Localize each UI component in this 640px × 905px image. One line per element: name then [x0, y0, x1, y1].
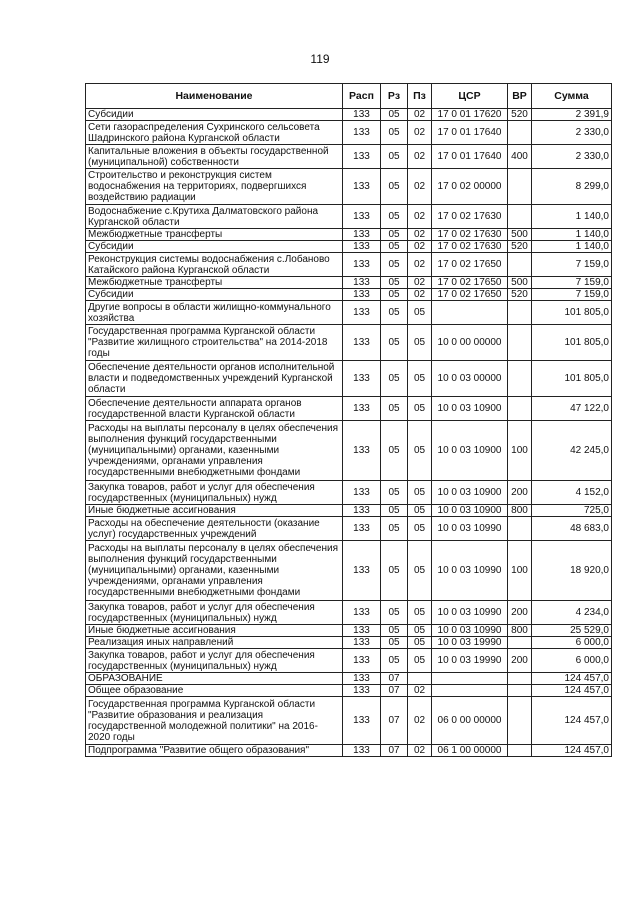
cell-name: Другие вопросы в области жилищно-коммунального хозяйства	[86, 301, 343, 325]
cell-rz: 05	[381, 205, 408, 229]
cell-vr: 800	[508, 505, 532, 517]
cell-rasp: 133	[343, 745, 381, 757]
cell-csr: 10 0 03 10990	[432, 541, 508, 601]
cell-pz: 05	[408, 361, 432, 397]
cell-pz: 02	[408, 121, 432, 145]
header-pz: Пз	[408, 84, 432, 109]
cell-csr: 10 0 03 10900	[432, 397, 508, 421]
cell-pz: 02	[408, 241, 432, 253]
cell-pz: 02	[408, 205, 432, 229]
cell-name: Иные бюджетные ассигнования	[86, 505, 343, 517]
table-row	[86, 517, 612, 541]
cell-vr	[508, 673, 532, 685]
cell-rz: 05	[381, 541, 408, 601]
cell-sum: 101 805,0	[532, 301, 612, 325]
table-row	[86, 277, 612, 289]
cell-rz: 05	[381, 121, 408, 145]
cell-rz: 07	[381, 673, 408, 685]
cell-sum: 7 159,0	[532, 277, 612, 289]
cell-csr: 17 0 01 17640	[432, 121, 508, 145]
cell-pz: 02	[408, 253, 432, 277]
header-rasp: Расп	[343, 84, 381, 109]
page-number: 119	[310, 52, 330, 66]
cell-rasp: 133	[343, 397, 381, 421]
cell-rasp: 133	[343, 637, 381, 649]
cell-sum: 6 000,0	[532, 649, 612, 673]
cell-rasp: 133	[343, 169, 381, 205]
cell-sum: 7 159,0	[532, 289, 612, 301]
cell-vr	[508, 637, 532, 649]
cell-name: Субсидии	[86, 109, 343, 121]
cell-rasp: 133	[343, 253, 381, 277]
cell-pz: 02	[408, 685, 432, 697]
cell-pz: 05	[408, 325, 432, 361]
table-row	[86, 685, 612, 697]
cell-vr	[508, 121, 532, 145]
cell-rz: 05	[381, 637, 408, 649]
cell-csr: 10 0 03 19990	[432, 637, 508, 649]
cell-csr: 17 0 02 17650	[432, 253, 508, 277]
cell-sum: 124 457,0	[532, 673, 612, 685]
cell-rasp: 133	[343, 145, 381, 169]
cell-rasp: 133	[343, 361, 381, 397]
cell-sum: 8 299,0	[532, 169, 612, 205]
cell-rz: 05	[381, 649, 408, 673]
cell-rz: 05	[381, 169, 408, 205]
cell-name: Сети газораспределения Сухринского сельсовета Шадринского района Курганской области	[86, 121, 343, 145]
cell-name: Реализация иных направлений	[86, 637, 343, 649]
cell-sum: 2 330,0	[532, 121, 612, 145]
cell-csr: 10 0 03 10900	[432, 505, 508, 517]
cell-name: Расходы на обеспечение деятельности (оказание услуг) государственных учреждений	[86, 517, 343, 541]
cell-rz: 05	[381, 301, 408, 325]
cell-rasp: 133	[343, 109, 381, 121]
table-row	[86, 121, 612, 145]
cell-rz: 05	[381, 145, 408, 169]
table-row	[86, 673, 612, 685]
table-row	[86, 481, 612, 505]
cell-rasp: 133	[343, 601, 381, 625]
cell-pz: 05	[408, 397, 432, 421]
cell-csr: 10 0 03 10900	[432, 481, 508, 505]
cell-name: Межбюджетные трансферты	[86, 229, 343, 241]
cell-csr: 06 0 00 00000	[432, 697, 508, 745]
cell-rasp: 133	[343, 325, 381, 361]
cell-name: Капитальные вложения в объекты государственной (муниципальной) собственности	[86, 145, 343, 169]
cell-sum: 124 457,0	[532, 685, 612, 697]
cell-pz: 05	[408, 541, 432, 601]
cell-vr	[508, 745, 532, 757]
table-row	[86, 109, 612, 121]
cell-vr: 100	[508, 541, 532, 601]
cell-vr	[508, 325, 532, 361]
cell-sum: 1 140,0	[532, 241, 612, 253]
cell-csr: 10 0 03 10990	[432, 601, 508, 625]
cell-rasp: 133	[343, 649, 381, 673]
cell-csr: 17 0 02 00000	[432, 169, 508, 205]
table-row	[86, 229, 612, 241]
table-row	[86, 601, 612, 625]
cell-name: Водоснабжение с.Крутиха Далматовского района Курганской области	[86, 205, 343, 229]
table-row	[86, 625, 612, 637]
cell-rz: 05	[381, 397, 408, 421]
cell-name: Закупка товаров, работ и услуг для обеспечения государственных (муниципальных) нужд	[86, 481, 343, 505]
table-row	[86, 397, 612, 421]
cell-rz: 07	[381, 745, 408, 757]
cell-name: Реконструкция системы водоснабжения с.Лобаново Катайского района Курганской области	[86, 253, 343, 277]
cell-name: Обеспечение деятельности органов исполнительной власти и подведомственных учреждений Курганской области	[86, 361, 343, 397]
cell-name: Закупка товаров, работ и услуг для обеспечения государственных (муниципальных) нужд	[86, 601, 343, 625]
cell-pz: 02	[408, 109, 432, 121]
cell-vr	[508, 397, 532, 421]
table-row	[86, 697, 612, 745]
table-row	[86, 745, 612, 757]
cell-vr: 520	[508, 241, 532, 253]
cell-rz: 07	[381, 697, 408, 745]
header-vr: ВР	[508, 84, 532, 109]
header-csr: ЦСР	[432, 84, 508, 109]
cell-vr: 200	[508, 649, 532, 673]
cell-rz: 05	[381, 229, 408, 241]
table-row	[86, 649, 612, 673]
cell-pz: 05	[408, 505, 432, 517]
table-row	[86, 145, 612, 169]
cell-rasp: 133	[343, 277, 381, 289]
table-header-row	[86, 84, 612, 109]
cell-sum: 18 920,0	[532, 541, 612, 601]
cell-rasp: 133	[343, 625, 381, 637]
cell-vr	[508, 685, 532, 697]
cell-rasp: 133	[343, 229, 381, 241]
cell-rasp: 133	[343, 673, 381, 685]
cell-pz: 05	[408, 625, 432, 637]
cell-vr: 100	[508, 421, 532, 481]
cell-rz: 05	[381, 289, 408, 301]
header-rz: Рз	[381, 84, 408, 109]
table-row	[86, 541, 612, 601]
cell-vr: 200	[508, 601, 532, 625]
cell-rasp: 133	[343, 685, 381, 697]
cell-csr	[432, 673, 508, 685]
cell-sum: 4 234,0	[532, 601, 612, 625]
header-sum: Сумма	[532, 84, 612, 109]
cell-vr	[508, 169, 532, 205]
table-row	[86, 205, 612, 229]
cell-sum: 7 159,0	[532, 253, 612, 277]
table-row	[86, 421, 612, 481]
table-row	[86, 289, 612, 301]
cell-pz: 02	[408, 697, 432, 745]
cell-rasp: 133	[343, 541, 381, 601]
cell-rz: 05	[381, 253, 408, 277]
table-row	[86, 325, 612, 361]
cell-csr: 17 0 02 17630	[432, 229, 508, 241]
table-row	[86, 169, 612, 205]
cell-pz: 05	[408, 601, 432, 625]
cell-vr	[508, 697, 532, 745]
cell-sum: 101 805,0	[532, 325, 612, 361]
cell-csr	[432, 685, 508, 697]
cell-pz: 05	[408, 649, 432, 673]
cell-vr	[508, 301, 532, 325]
cell-rz: 07	[381, 685, 408, 697]
cell-rasp: 133	[343, 289, 381, 301]
cell-sum: 2 330,0	[532, 145, 612, 169]
cell-sum: 725,0	[532, 505, 612, 517]
cell-name: Иные бюджетные ассигнования	[86, 625, 343, 637]
cell-name: Строительство и реконструкция систем водоснабжения на территориях, подвергшихся воздействию радиации	[86, 169, 343, 205]
cell-sum: 124 457,0	[532, 697, 612, 745]
cell-csr: 17 0 02 17650	[432, 277, 508, 289]
cell-name: Государственная программа Курганской области "Развитие жилищного строительства" на 2014-2018 годы	[86, 325, 343, 361]
table-row	[86, 253, 612, 277]
cell-name: ОБРАЗОВАНИЕ	[86, 673, 343, 685]
cell-csr: 10 0 03 10900	[432, 421, 508, 481]
cell-csr: 17 0 02 17630	[432, 205, 508, 229]
cell-vr: 500	[508, 229, 532, 241]
cell-vr	[508, 361, 532, 397]
cell-vr: 200	[508, 481, 532, 505]
cell-rz: 05	[381, 361, 408, 397]
cell-rasp: 133	[343, 421, 381, 481]
cell-pz: 05	[408, 481, 432, 505]
cell-name: Обеспечение деятельности аппарата органов государственной власти Курганской области	[86, 397, 343, 421]
cell-rz: 05	[381, 241, 408, 253]
budget-table	[85, 83, 612, 757]
cell-rz: 05	[381, 325, 408, 361]
cell-name: Закупка товаров, работ и услуг для обеспечения государственных (муниципальных) нужд	[86, 649, 343, 673]
cell-name: Расходы на выплаты персоналу в целях обеспечения выполнения функций государственными (муниципальными) органами, казенными учреждениями, органами управления государственными внебюджетными фондами	[86, 421, 343, 481]
cell-pz: 02	[408, 145, 432, 169]
cell-rz: 05	[381, 625, 408, 637]
cell-csr: 17 0 01 17620	[432, 109, 508, 121]
cell-csr	[432, 301, 508, 325]
cell-csr: 06 1 00 00000	[432, 745, 508, 757]
cell-rz: 05	[381, 517, 408, 541]
table-row	[86, 637, 612, 649]
cell-sum: 6 000,0	[532, 637, 612, 649]
table-body	[86, 109, 612, 757]
cell-csr: 10 0 03 10990	[432, 625, 508, 637]
table-row	[86, 361, 612, 397]
cell-rasp: 133	[343, 301, 381, 325]
cell-pz: 05	[408, 421, 432, 481]
cell-sum: 1 140,0	[532, 229, 612, 241]
cell-vr: 500	[508, 277, 532, 289]
cell-csr: 17 0 01 17640	[432, 145, 508, 169]
cell-rasp: 133	[343, 505, 381, 517]
cell-sum: 48 683,0	[532, 517, 612, 541]
cell-sum: 25 529,0	[532, 625, 612, 637]
cell-sum: 124 457,0	[532, 745, 612, 757]
cell-name: Межбюджетные трансферты	[86, 277, 343, 289]
cell-name: Подпрограмма "Развитие общего образования"	[86, 745, 343, 757]
cell-pz: 02	[408, 277, 432, 289]
cell-rasp: 133	[343, 481, 381, 505]
cell-rasp: 133	[343, 517, 381, 541]
cell-csr: 10 0 03 19990	[432, 649, 508, 673]
cell-pz	[408, 673, 432, 685]
cell-rz: 05	[381, 601, 408, 625]
cell-rz: 05	[381, 505, 408, 517]
cell-name: Общее образование	[86, 685, 343, 697]
cell-name: Расходы на выплаты персоналу в целях обеспечения выполнения функций государственными (муниципальными) органами, казенными учреждениями, органами управления государственными внебюджетными фондами	[86, 541, 343, 601]
cell-sum: 42 245,0	[532, 421, 612, 481]
cell-rasp: 133	[343, 205, 381, 229]
cell-vr: 520	[508, 109, 532, 121]
header-name: Наименование	[86, 84, 343, 109]
cell-pz: 02	[408, 169, 432, 205]
cell-rz: 05	[381, 481, 408, 505]
cell-rasp: 133	[343, 241, 381, 253]
cell-pz: 02	[408, 289, 432, 301]
cell-rz: 05	[381, 277, 408, 289]
cell-csr: 17 0 02 17630	[432, 241, 508, 253]
cell-rz: 05	[381, 421, 408, 481]
table-row	[86, 241, 612, 253]
cell-name: Государственная программа Курганской области "Развитие образования и реализация государственной молодежной политики" на 2016-2020 годы	[86, 697, 343, 745]
cell-rasp: 133	[343, 697, 381, 745]
cell-pz: 05	[408, 517, 432, 541]
cell-sum: 47 122,0	[532, 397, 612, 421]
cell-vr: 800	[508, 625, 532, 637]
cell-vr	[508, 253, 532, 277]
cell-name: Субсидии	[86, 241, 343, 253]
cell-pz: 05	[408, 301, 432, 325]
cell-csr: 10 0 03 10990	[432, 517, 508, 541]
cell-name: Субсидии	[86, 289, 343, 301]
cell-csr: 17 0 02 17650	[432, 289, 508, 301]
table-row	[86, 301, 612, 325]
cell-sum: 2 391,9	[532, 109, 612, 121]
cell-vr: 520	[508, 289, 532, 301]
cell-sum: 1 140,0	[532, 205, 612, 229]
table-row	[86, 505, 612, 517]
cell-rz: 05	[381, 109, 408, 121]
cell-csr: 10 0 00 00000	[432, 325, 508, 361]
cell-rasp: 133	[343, 121, 381, 145]
cell-pz: 05	[408, 637, 432, 649]
cell-vr	[508, 205, 532, 229]
cell-pz: 02	[408, 229, 432, 241]
cell-vr	[508, 517, 532, 541]
cell-csr: 10 0 03 00000	[432, 361, 508, 397]
cell-pz: 02	[408, 745, 432, 757]
cell-sum: 4 152,0	[532, 481, 612, 505]
cell-vr: 400	[508, 145, 532, 169]
cell-sum: 101 805,0	[532, 361, 612, 397]
